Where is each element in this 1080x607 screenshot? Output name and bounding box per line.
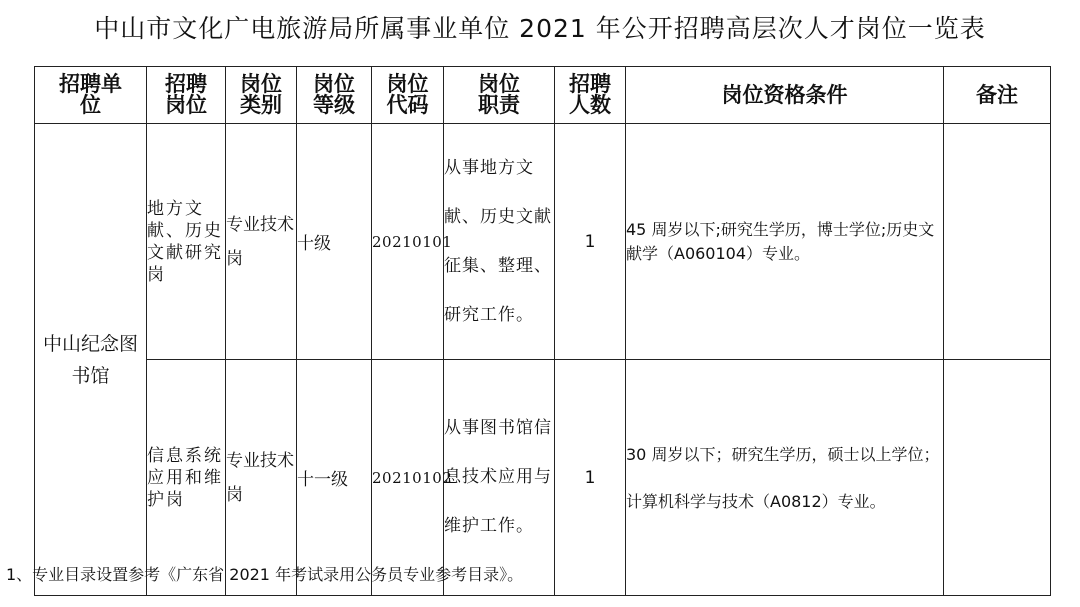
header-level: 岗位等级: [297, 67, 372, 124]
duty-cell: 从事地方文献、历史文献征集、整理、研究工作。: [444, 124, 555, 360]
header-note: 备注: [944, 67, 1051, 124]
requirements-cell: 30 周岁以下；研究生学历，硕士以上学位；计算机科学与技术（A0812）专业。: [626, 360, 944, 596]
table-row: [35, 360, 1051, 596]
table-row: [35, 124, 1051, 360]
footnote: 1、专业目录设置参考《广东省 2021 年考试录用公务员专业参考目录》。: [6, 565, 524, 584]
level-cell: 十一级: [297, 360, 372, 596]
header-category: 岗位类别: [226, 67, 297, 124]
duty-cell: 从事图书馆信息技术应用与维护工作。: [444, 360, 555, 596]
note-cell: [944, 124, 1051, 360]
code-cell: 20210101: [372, 124, 444, 360]
level-cell: 十级: [297, 124, 372, 360]
page-title: 中山市文化广电旅游局所属事业单位 2021 年公开招聘高层次人才岗位一览表: [94, 14, 986, 43]
category-cell: 专业技术岗: [226, 360, 297, 596]
code-cell: 20210102: [372, 360, 444, 596]
header-requirements: 岗位资格条件: [626, 67, 944, 124]
header-recruiting-unit: 招聘单位: [35, 67, 147, 124]
header-code: 岗位代码: [372, 67, 444, 124]
header-count: 招聘人数: [555, 67, 626, 124]
count-cell: 1: [555, 124, 626, 360]
count-cell: 1: [555, 360, 626, 596]
position-cell: 地方文献、历史文献研究岗: [147, 124, 226, 360]
recruiting-unit-cell: 中山纪念图书馆: [35, 124, 147, 596]
header-duty: 岗位职责: [444, 67, 555, 124]
position-cell: 信息系统应用和维护岗: [147, 360, 226, 596]
category-cell: 专业技术岗: [226, 124, 297, 360]
table-header-row: [35, 67, 1051, 124]
note-cell: [944, 360, 1051, 596]
positions-table: [34, 66, 1051, 596]
requirements-cell: 45 周岁以下;研究生学历，博士学位;历史文献学（A060104）专业。: [626, 124, 944, 360]
header-position: 招聘岗位: [147, 67, 226, 124]
